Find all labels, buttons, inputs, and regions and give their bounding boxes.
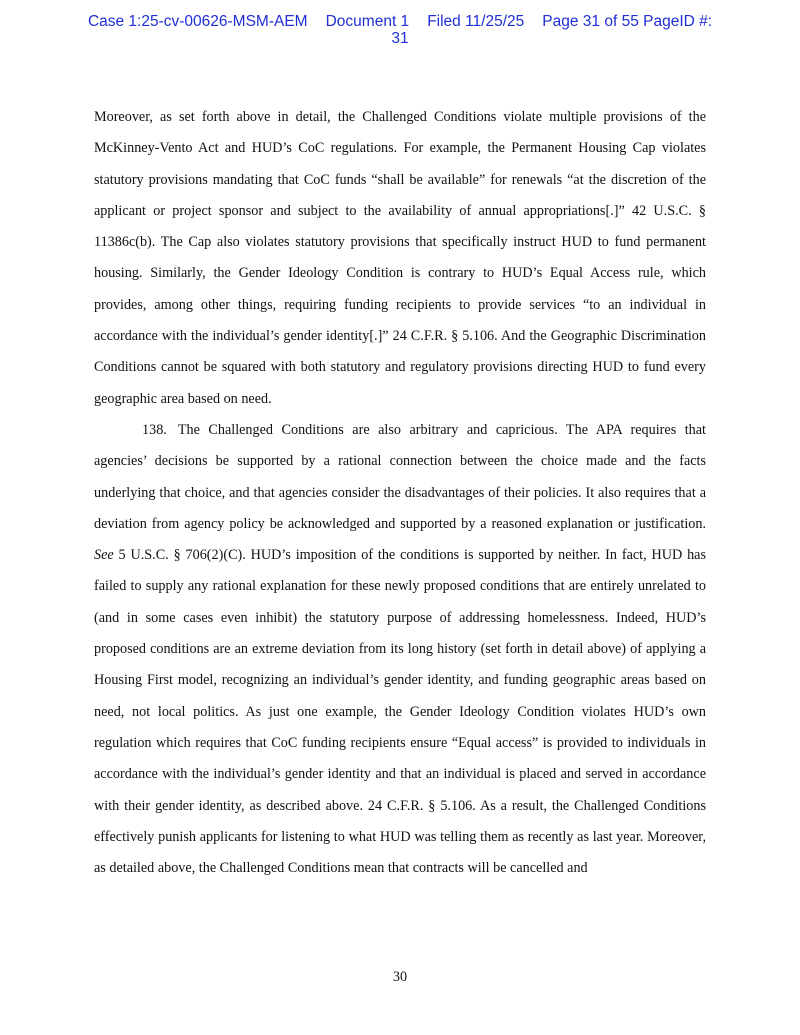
paragraph-text: 5 U.S.C. § 706(2)(C). HUD’s imposition of the conditions is supported by neither. In fact, HUD has failed to supply any rational explanation for these newly proposed conditions that are entirely unrelated to (and in some cases even inhibit) the statutory purpose of addressing homelessness. Indeed, HUD’s proposed conditions are an extreme deviation from its long history (set forth in detail above) of applying a Housing First model, recognizing an individual’s gender identity, and funding geographic areas based on need, not local politics. As just one example, the Gender Ideology Condition violates HUD’s own regulation which requires that CoC funding recipients ensure “Equal access” is provided to individuals in accordance with the individual’s gender identity and that an individual is placed and served in accordance with their gender identity, as described above. 24 C.F.R. § 5.106. As a result, the Challenged Conditions effectively punish applicants for listening to what HUD was telling them as recently as last year. Moreover, as detailed above, the Challenged Conditions mean that contracts will be cancelled and bbox=[94, 547, 706, 877]
paragraph-continuation bbox=[94, 102, 706, 415]
paragraph-number: 138. bbox=[142, 421, 167, 438]
paragraph-text: Moreover, as set forth above in detail, the Challenged Conditions violate multiple provisions of the McKinney-Vento Act and HUD’s CoC regulations. For example, the Permanent Housing Cap violates statutory provisions mandating that CoC funds “shall be available” for renewals “at the discretion of the applicant or project sponsor and subject to the availability of annual appropriations[.]” 42 U.S.C. § 11386c(b). The Cap also violates statutory provisions that specifically instruct HUD to fund permanent housing. Similarly, the Gender Ideology Condition is contrary to HUD’s Equal Access rule, which provides, among other things, requiring funding recipients to provide services “to an individual in accordance with the individual’s gender identity[.]” 24 C.F.R. § 5.106. And the Geographic Discrimination Conditions cannot be squared with both statutory and regulatory provisions directing HUD to fund every geographic area based on need. bbox=[94, 109, 706, 407]
filed-date: Filed 11/25/25 bbox=[427, 13, 525, 30]
paragraph-text: The Challenged Conditions are also arbitrary and capricious. The APA requires that agencies’ decisions be supported by a rational connection between the choice made and the facts underlying that choice, and that agencies consider the disadvantages of their policies. It also requires that a deviation from agency policy be acknowledged and supported by a reasoned explanation or justification. bbox=[94, 421, 706, 532]
page-id: 31 bbox=[391, 30, 409, 47]
page-info: Page 31 of 55 PageID #: bbox=[542, 13, 713, 30]
ecf-filing-header bbox=[0, 13, 800, 47]
case-number: Case 1:25-cv-00626-MSM-AEM bbox=[87, 13, 308, 30]
citation-signal: See bbox=[94, 547, 114, 564]
paragraph-138 bbox=[94, 415, 706, 884]
page-number: 30 bbox=[392, 969, 408, 985]
body-text bbox=[94, 102, 706, 884]
document-number: Document 1 bbox=[325, 13, 410, 30]
